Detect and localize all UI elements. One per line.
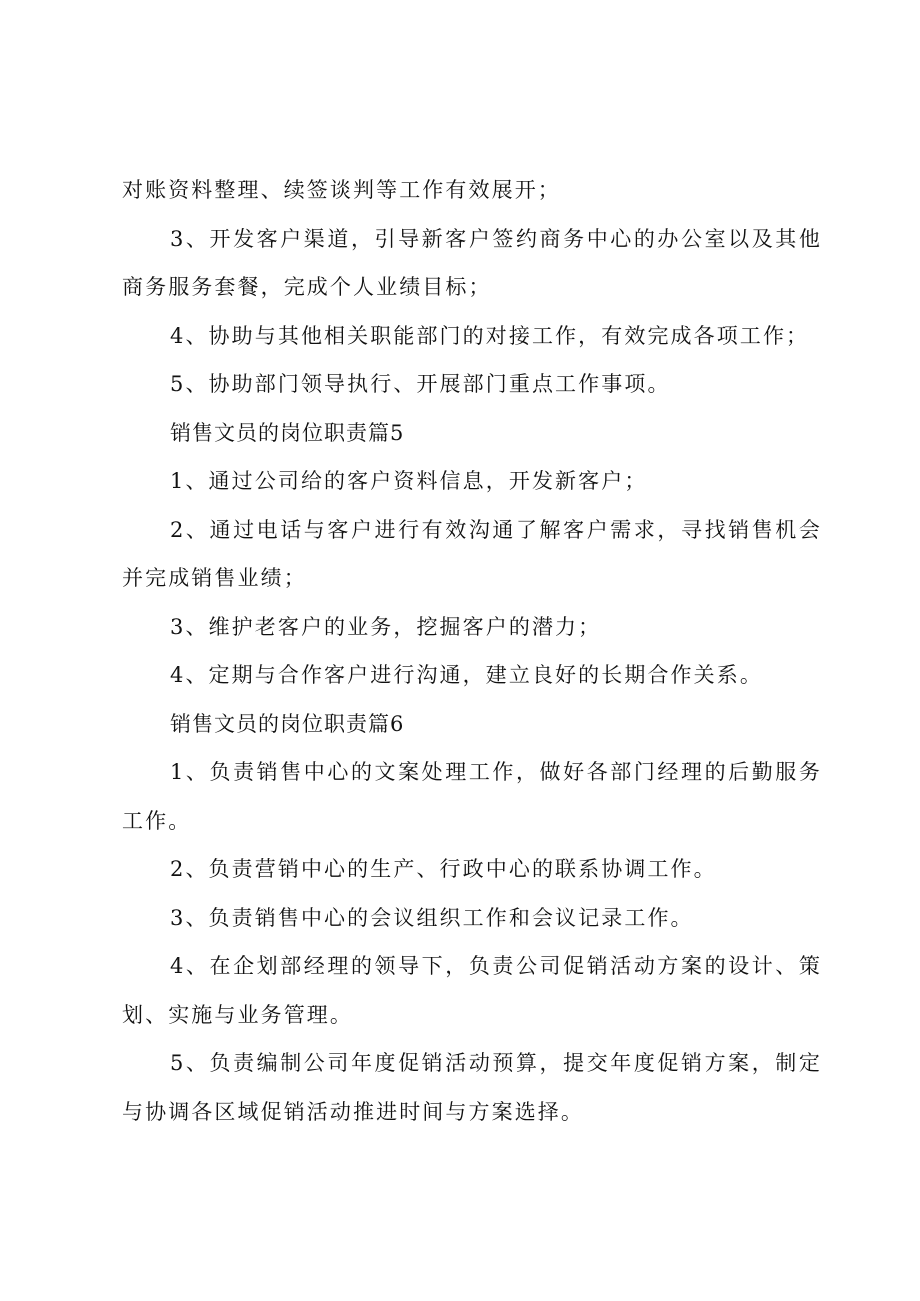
paragraph-item-1: 1、负责销售中心的文案处理工作，做好各部门经理的后勤服务工作。 xyxy=(122,760,822,833)
section-heading-5: 销售文员的岗位职责篇5 xyxy=(170,420,405,445)
section-heading-6: 销售文员的岗位职责篇6 xyxy=(170,711,405,736)
paragraph-item-2: 2、通过电话与客户进行有效沟通了解客户需求，寻找销售机会并完成销售业绩； xyxy=(122,517,822,590)
paragraph-item-5: 5、负责编制公司年度促销活动预算，提交年度促销方案，制定与协调各区域促销活动推进时间与方案选择。 xyxy=(122,1051,822,1124)
paragraph-item-3: 3、开发客户渠道，引导新客户签约商务中心的办公室以及其他商务服务套餐，完成个人业绩目标； xyxy=(122,226,822,299)
paragraph-item-1: 1、通过公司给的客户资料信息，开发新客户； xyxy=(170,469,648,493)
paragraph-item-4: 4、在企划部经理的领导下，负责公司促销活动方案的设计、策划、实施与业务管理。 xyxy=(122,954,822,1027)
paragraph-item-4: 4、定期与合作客户进行沟通，建立良好的长期合作关系。 xyxy=(170,663,763,687)
paragraph-item-4: 4、协助与其他相关职能部门的对接工作，有效完成各项工作； xyxy=(170,323,810,348)
document-body xyxy=(122,166,822,1136)
paragraph-item-2: 2、负责营销中心的生产、行政中心的联系协调工作。 xyxy=(170,857,717,881)
paragraph-item-3: 3、维护老客户的业务，挖掘客户的潜力； xyxy=(170,614,602,639)
paragraph-continuation: 对账资料整理、续签谈判等工作有效展开； xyxy=(122,178,561,202)
paragraph-item-5: 5、协助部门领导执行、开展部门重点工作事项。 xyxy=(170,372,671,396)
paragraph-item-3: 3、负责销售中心的会议组织工作和会议记录工作。 xyxy=(170,905,694,930)
